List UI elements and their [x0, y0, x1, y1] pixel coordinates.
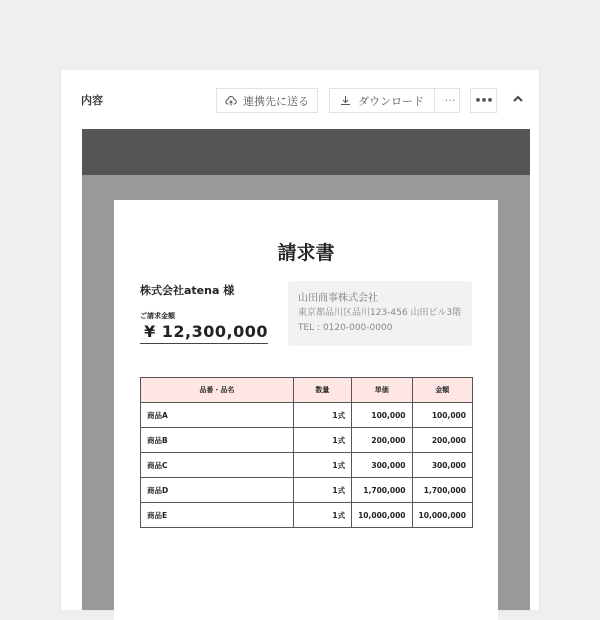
download-options-button[interactable]: ··· [444, 94, 456, 107]
item-name: 商品E [141, 503, 294, 528]
item-unit-price: 10,000,000 [352, 503, 412, 528]
invoice-title: 請求書 [277, 242, 335, 264]
download-label: ダウンロード [358, 94, 424, 108]
item-qty: 1式 [293, 453, 351, 478]
sender-tel: TEL : 0120-000-0000 [298, 323, 393, 333]
column-header: 品番・品名 [141, 378, 294, 403]
item-unit-price: 100,000 [352, 403, 412, 428]
item-unit-price: 300,000 [352, 453, 412, 478]
item-name: 商品D [141, 478, 294, 503]
item-total: 100,000 [412, 403, 472, 428]
item-unit-price: 1,700,000 [352, 478, 412, 503]
more-actions-button[interactable]: ••• [470, 88, 497, 113]
item-total: 10,000,000 [412, 503, 472, 528]
preview-toolbar [82, 129, 530, 175]
sender-info [288, 281, 472, 346]
download-button-group [329, 88, 460, 113]
send-to-integration-button[interactable] [216, 88, 318, 113]
amount-label: ご請求金額 [140, 312, 175, 320]
invoice-amount: ¥ 12,300,000 [140, 322, 268, 344]
send-label: 連携先に送る [243, 94, 309, 108]
item-qty: 1式 [293, 478, 351, 503]
client-name: 株式会社atena 様 [140, 284, 235, 297]
column-header: 単価 [352, 378, 412, 403]
document-preview [82, 129, 530, 610]
items-table [140, 377, 473, 528]
table-row [141, 428, 473, 453]
item-total: 300,000 [412, 453, 472, 478]
item-unit-price: 200,000 [352, 428, 412, 453]
item-name: 商品A [141, 403, 294, 428]
table-row [141, 478, 473, 503]
item-name: 商品B [141, 428, 294, 453]
item-qty: 1式 [293, 503, 351, 528]
content-panel [61, 70, 539, 610]
table-row [141, 503, 473, 528]
table-row [141, 403, 473, 428]
item-total: 200,000 [412, 428, 472, 453]
item-name: 商品C [141, 453, 294, 478]
cloud-upload-icon [225, 95, 237, 107]
download-icon [340, 95, 351, 106]
column-header: 数量 [293, 378, 351, 403]
chevron-up-icon[interactable] [511, 92, 525, 106]
sender-name: 山田商事株式会社 [298, 293, 378, 304]
download-button[interactable] [330, 89, 435, 112]
sender-address: 東京都品川区品川123-456 山田ビル3階 [298, 308, 462, 318]
item-total: 1,700,000 [412, 478, 472, 503]
column-header: 金額 [412, 378, 472, 403]
invoice-page [114, 200, 498, 620]
panel-title: 内容 [81, 94, 103, 107]
item-qty: 1式 [293, 403, 351, 428]
table-row [141, 453, 473, 478]
item-qty: 1式 [293, 428, 351, 453]
